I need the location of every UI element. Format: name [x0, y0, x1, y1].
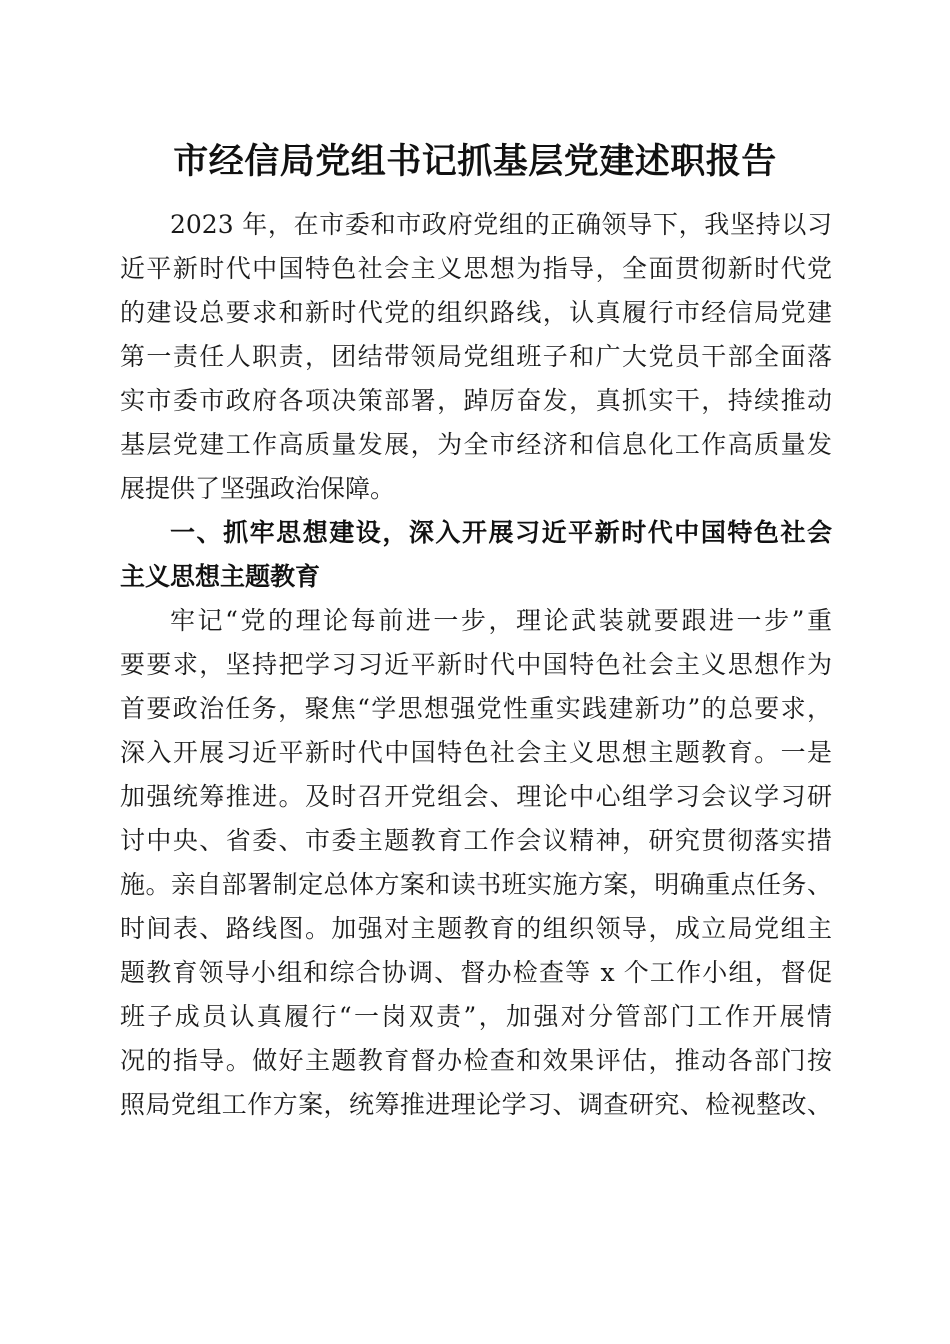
- paragraph-line: 基层党建工作高质量发展，为全市经济和信息化工作高质量发: [120, 430, 832, 459]
- document-body: [120, 203, 832, 1127]
- document-title: 市经信局党组书记抓基层党建述职报告: [173, 141, 777, 182]
- paragraph-line: 班子成员认真履行“一岗双责”，加强对分管部门工作开展情: [120, 1002, 832, 1031]
- paragraph-line: 的建设总要求和新时代党的组织路线，认真履行市经信局党建: [120, 298, 832, 327]
- paragraph-line: 照局党组工作方案，统筹推进理论学习、调查研究、检视整改、: [120, 1090, 832, 1119]
- paragraph-line: 施。亲自部署制定总体方案和读书班实施方案，明确重点任务、: [120, 870, 832, 899]
- paragraph-line: 2023 年，在市委和市政府党组的正确领导下，我坚持以习: [170, 210, 832, 239]
- paragraph-line: 第一责任人职责，团结带领局党组班子和广大党员干部全面落: [120, 342, 832, 371]
- heading-line: 一、抓牢思想建设，深入开展习近平新时代中国特色社会: [170, 518, 832, 547]
- paragraph-line: 题教育领导小组和综合协调、督办检查等 x 个工作小组，督促: [120, 958, 832, 987]
- section-heading: [120, 511, 832, 599]
- heading-line: 主义思想主题教育: [120, 562, 321, 591]
- paragraph-line: 展提供了坚强政治保障。: [120, 474, 396, 503]
- paragraph-line: 深入开展习近平新时代中国特色社会主义思想主题教育。一是: [120, 738, 832, 767]
- paragraph-line: 时间表、路线图。加强对主题教育的组织领导，成立局党组主: [120, 914, 832, 943]
- intro-paragraph: [120, 203, 832, 511]
- paragraph-line: 牢记“党的理论每前进一步，理论武装就要跟进一步”重: [170, 606, 832, 635]
- paragraph-line: 讨中央、省委、市委主题教育工作会议精神，研究贯彻落实措: [120, 826, 832, 855]
- paragraph-line: 首要政治任务，聚焦“学思想强党性重实践建新功”的总要求，: [120, 694, 832, 723]
- paragraph-line: 近平新时代中国特色社会主义思想为指导，全面贯彻新时代党: [120, 254, 832, 283]
- paragraph-line: 实市委市政府各项决策部署，踔厉奋发，真抓实干，持续推动: [120, 386, 832, 415]
- paragraph-line: 加强统筹推进。及时召开党组会、理论中心组学习会议学习研: [120, 782, 832, 811]
- paragraph-line: 要要求，坚持把学习习近平新时代中国特色社会主义思想作为: [120, 650, 832, 679]
- paragraph-line: 况的指导。做好主题教育督办检查和效果评估，推动各部门按: [120, 1046, 832, 1075]
- section-paragraph: [120, 599, 832, 1127]
